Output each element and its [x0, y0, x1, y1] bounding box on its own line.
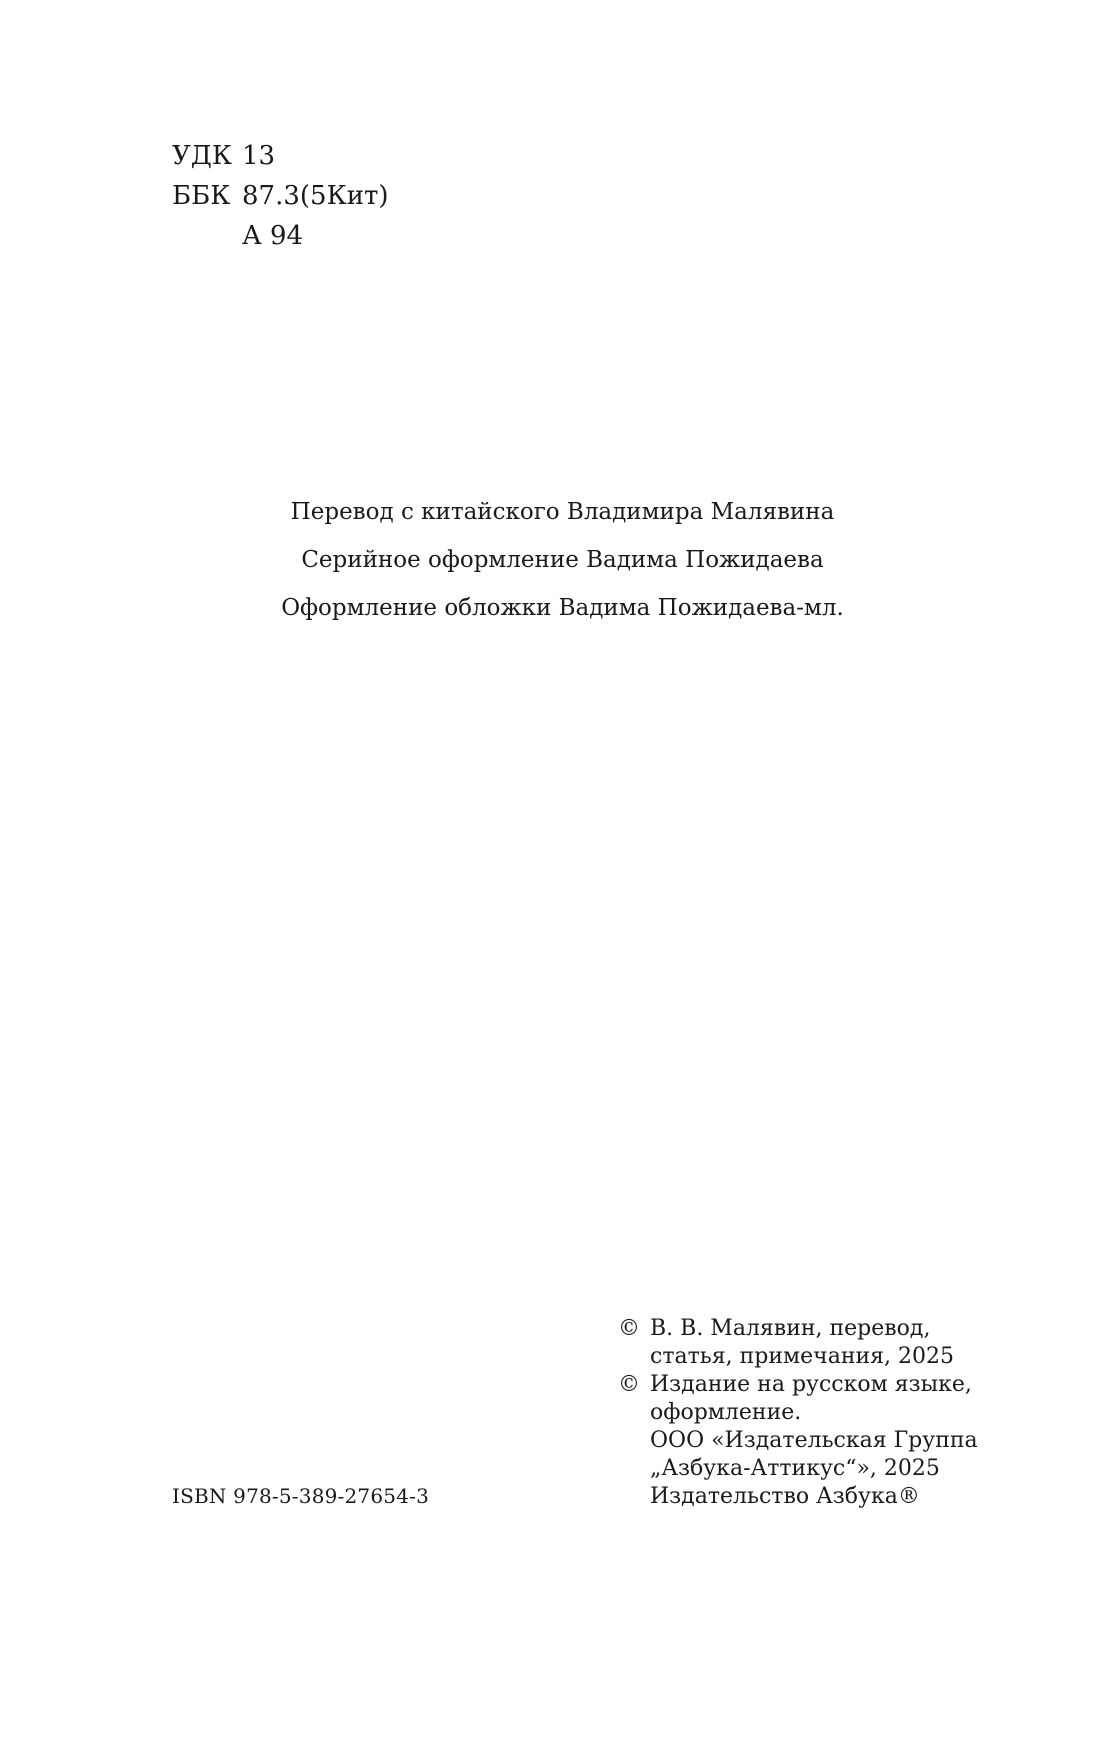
udk-label: УДК [172, 141, 233, 171]
bbk-row [172, 176, 389, 216]
copyright-entry-translator [618, 1315, 978, 1371]
bbk-label: ББК [172, 181, 231, 211]
copyright-line: статья, примечания, 2025 [650, 1344, 955, 1369]
copyright-line: В. В. Малявин, перевод, [650, 1316, 931, 1341]
copyright-block [618, 1315, 978, 1511]
copyright-sign: © [618, 1372, 640, 1397]
copyright-line: „Азбука-Аттикус“», 2025 [650, 1456, 940, 1481]
copyright-line: Издательство Азбука® [650, 1484, 920, 1509]
udk-row [172, 136, 389, 176]
credits-block [0, 488, 1100, 632]
translation-credit: Перевод с китайского Владимира Малявина [290, 499, 835, 525]
copyright-sign: © [618, 1316, 640, 1341]
copyright-entry-publisher [618, 1371, 978, 1511]
series-design-credit: Серийное оформление Вадима Пожидаева [301, 547, 824, 573]
udk-value: 13 [242, 141, 276, 171]
author-mark: А 94 [242, 221, 304, 251]
copyright-line: оформление. [650, 1400, 802, 1425]
cover-design-credit: Оформление обложки Вадима Пожидаева-мл. [281, 595, 844, 621]
bbk-value: 87.3(5Кит) [242, 181, 389, 211]
classification-block [172, 136, 389, 256]
author-mark-row [172, 216, 389, 256]
isbn-line: ISBN 978-5-389-27654-3 [172, 1484, 430, 1508]
copyright-line: ООО «Издательская Группа [650, 1428, 978, 1453]
copyright-line: Издание на русском языке, [650, 1372, 972, 1397]
